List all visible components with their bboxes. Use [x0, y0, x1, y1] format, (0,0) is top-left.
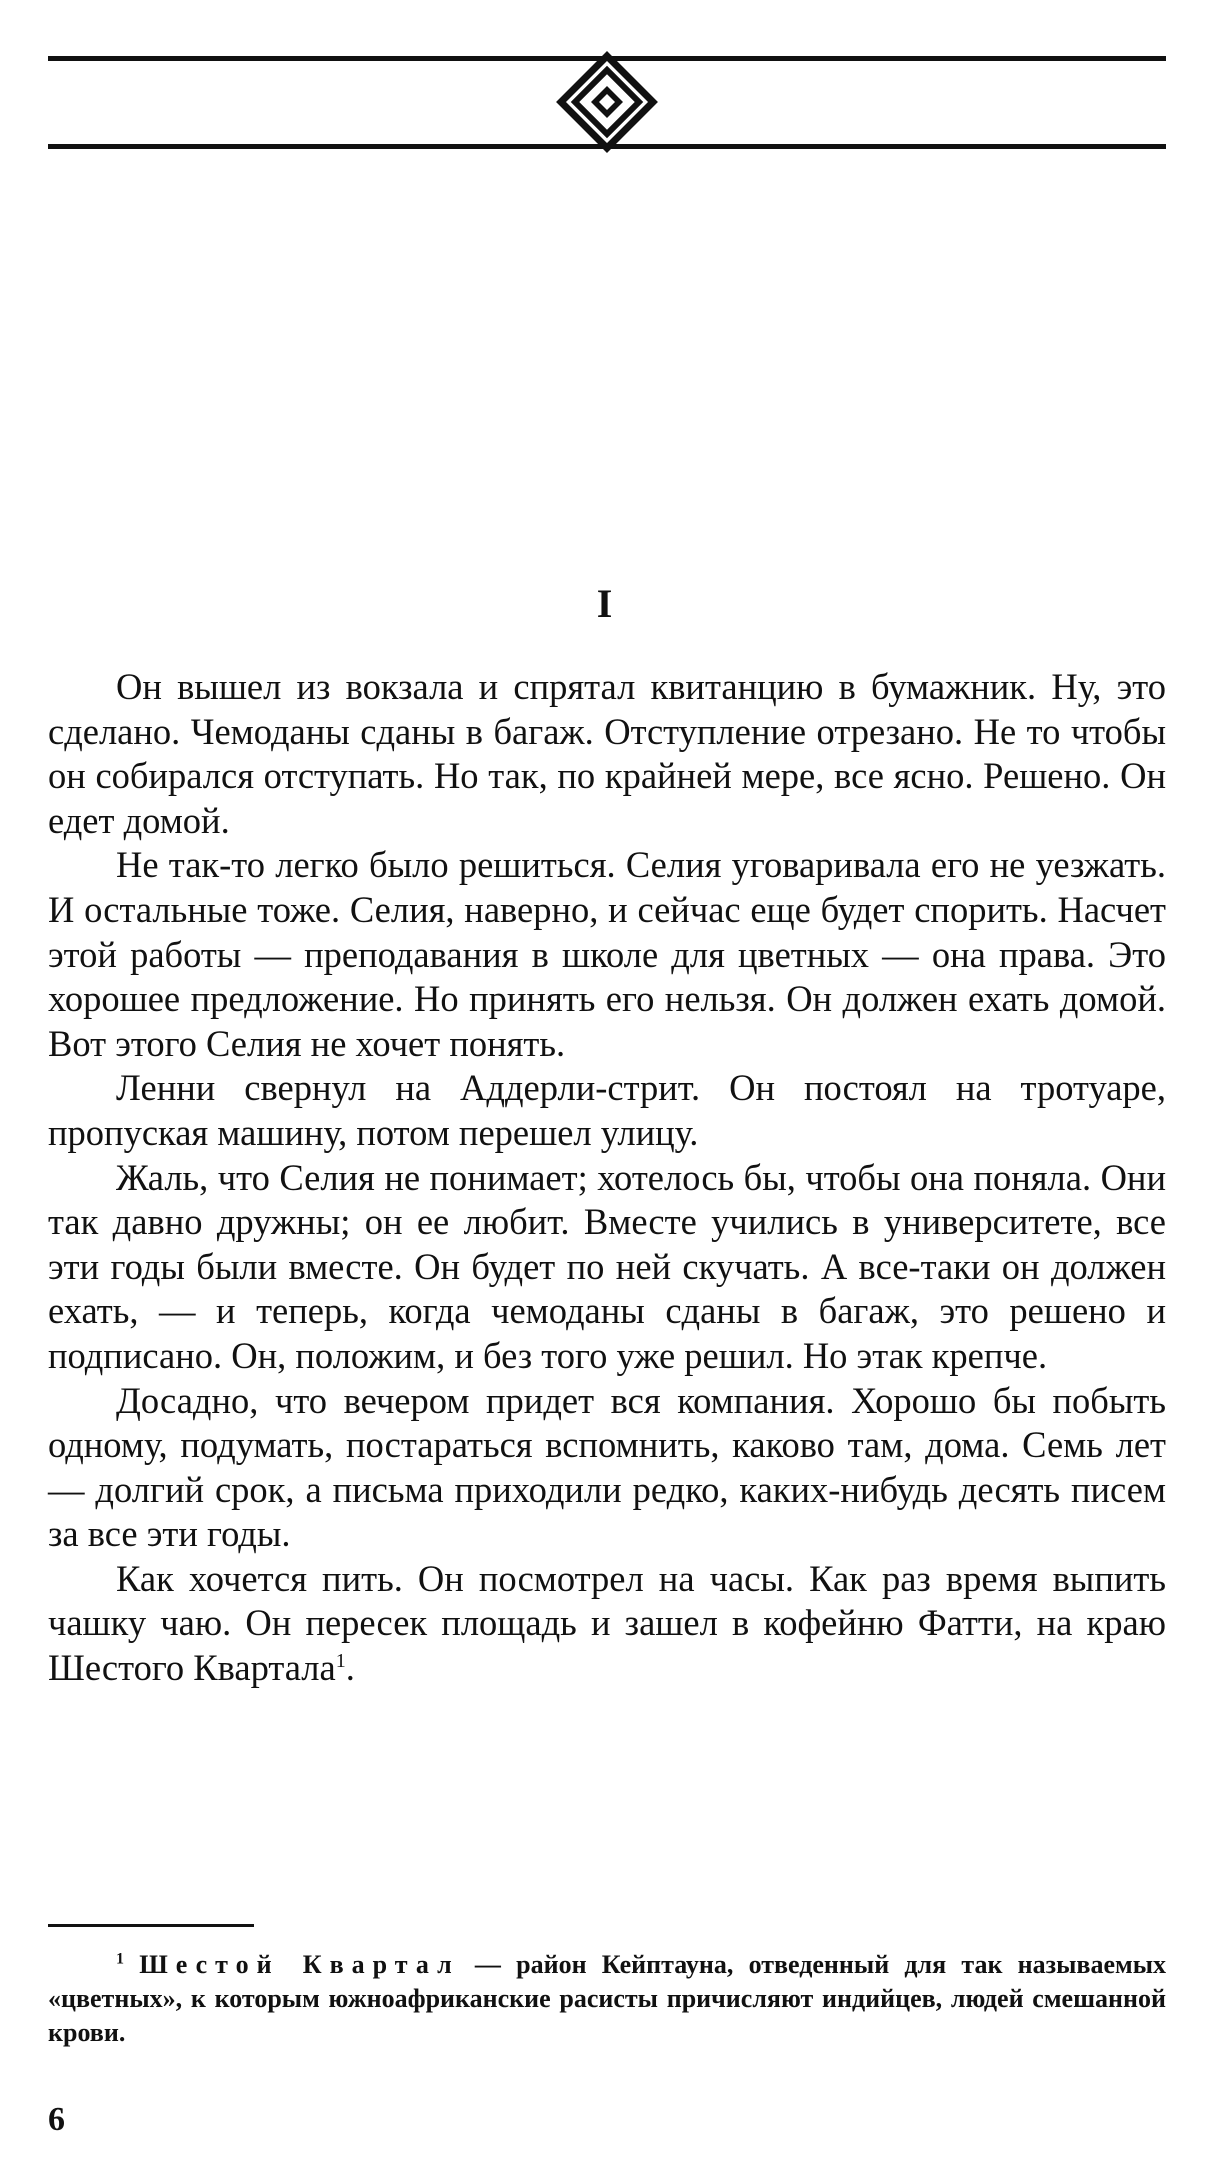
paragraph-4: Жаль, что Селия не понимает; хотелось бы, чтобы она поняла. Они так давно дружны; он ее любит. Вместе учились в университете, все эти годы были вместе. Он будет по ней скучать. А все-таки он должен ехать, — и теперь, когда чемоданы сданы в багаж, это решено и подписано. Он, положим, и без того уже решил. Но этак крепче. [48, 1156, 1166, 1376]
paragraph-6 [48, 1557, 1166, 1691]
diamond-ornament-icon [561, 56, 653, 148]
footnote-text: — район Кейптауна, отведенный для так называемых «цветных», к которым южноафриканские расисты причисляют индийцев, людей смешанной крови. [48, 1950, 1167, 2047]
paragraph-5: Досадно, что вечером придет вся компания. Хорошо бы побыть одному, подумать, постараться вспомнить, каково там, дома. Семь лет — долгий срок, а письма приходили редко, каких-нибудь десять писем за все эти годы. [48, 1379, 1166, 1555]
footnote-term: Шестой Квартал [139, 1950, 460, 1979]
paragraph-2: Не так-то легко было решиться. Селия уговаривала его не уезжать. И остальные тоже. Селия, наверно, и сейчас еще будет спорить. Насчет этой работы — преподавания в школе для цветных — она права. Это хорошее предложение. Но принять его нельзя. Он должен ехать домой. Вот этого Селия не хочет понять. [48, 844, 1166, 1064]
footnote-separator [48, 1924, 254, 1927]
paragraph-3: Ленни свернул на Аддерли-стрит. Он постоял на тротуаре, пропуская машину, потом перешел улицу. [48, 1067, 1166, 1153]
header-ornament [48, 48, 1166, 158]
paragraph-6-text: Как хочется пить. Он посмотрел на часы. Как раз время выпить чашку чаю. Он пересек площадь и зашел в кофейню Фатти, на краю Шестого Квартала [48, 1557, 1166, 1689]
paragraph-6-ending: . [345, 1647, 355, 1689]
footnote [48, 1948, 1166, 2050]
page-number: 6 [48, 2101, 65, 2138]
chapter-number: I [596, 581, 613, 626]
chapter-body [48, 665, 1166, 1691]
footnote-marker: 1 [116, 1950, 124, 1968]
footnote-reference[interactable]: 1 [335, 1649, 346, 1672]
paragraph-1: Он вышел из вокзала и спрятал квитанцию в бумажник. Ну, это сделано. Чемоданы сданы в багаж. Отступление отрезано. Не то чтобы он собирался отступать. Но так, по крайней мере, все ясно. Решено. Он едет домой. [48, 666, 1166, 841]
footnote-paragraph [48, 1948, 1166, 2050]
